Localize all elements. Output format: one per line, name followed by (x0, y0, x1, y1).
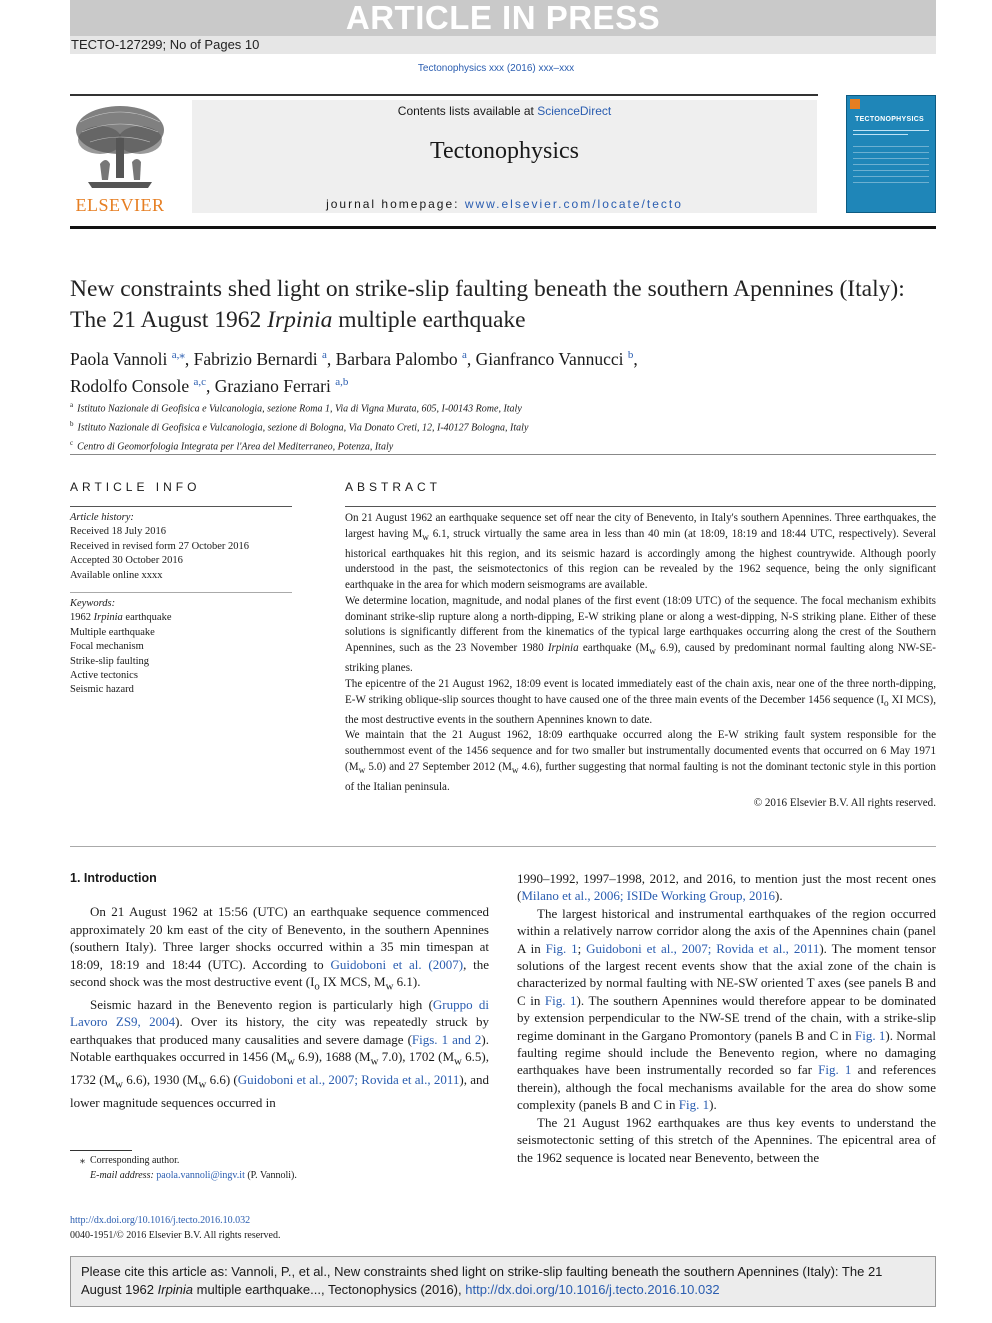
body-paragraph: 1990–1992, 1997–1998, 2012, and 2016, to mention just the most recent ones (Milano et al., 2006; ISIDe Working Group, 2016). (517, 871, 936, 904)
author-affil-link[interactable]: a (321, 349, 327, 361)
body-paragraph: The 21 August 1962 earthquakes are thus key events to understand the seismotectonic setting of this stretch of the Apennines. The epicentral area of the 1962 sequence is located near Benevento, between the (517, 1114, 936, 1165)
journal-reference-link[interactable]: Tectonophysics xxx (2016) xxx–xxx (417, 63, 575, 74)
keyword-text: earthquake (122, 612, 172, 624)
keyword-text: 1962 (70, 612, 94, 624)
author-sep: , (206, 375, 215, 396)
affiliation-text: Istituto Nazionale di Geofisica e Vulcanologia, sezione Roma 1, Via di Vigna Murata, 605, I-00143 Rome, Italy (77, 403, 522, 415)
affiliation-label: b (70, 419, 74, 428)
body-paragraph: Seismic hazard in the Benevento region is particularly high (Gruppo di Lavoro ZS9, 2004). Over its history, the city was repeatedly struck by earthquakes that produced many causalities and severe damage (Figs. 1 and 2). Notable earthquakes occurred in 1456 ($M_w$ 6.9), 1688 ($M_w$ 7.0), 1702 ($M_w$ 6.5), 1732 ($M_w$ 6.6), 1930 ($M_w$ 6.6) (Guidoboni et al., 2007; Rovida et al., 2011), and lower magnitude sequences occurred in (70, 997, 489, 1111)
author-affil-link[interactable]: a,b (335, 375, 349, 388)
citation-link[interactable]: Guidoboni et al., 2007; Rovida et al., 2011 (586, 940, 820, 956)
journal-reference (0, 63, 992, 74)
history-item: Received 18 July 2016 (70, 526, 166, 538)
author[interactable]: Gianfranco Vannucci (475, 348, 624, 369)
history-item: Accepted 30 October 2016 (70, 555, 183, 567)
keywords (70, 597, 292, 698)
cite-doi-link[interactable]: http://dx.doi.org/10.1016/j.tecto.2016.10.032 (465, 1282, 720, 1297)
affiliation-text: Istituto Nazionale di Geofisica e Vulcanologia, sezione di Bologna, Via Donato Creti, 12, I-40127 Bologna, Italy (77, 422, 529, 434)
citation-link[interactable]: Milano et al., 2006; ISIDe Working Group, 2016 (521, 888, 775, 904)
author[interactable]: Barbara Palombo (335, 348, 458, 369)
abstract-heading: ABSTRACT (345, 480, 442, 494)
body-paragraph: On 21 August 1962 at 15:56 (UTC) an earthquake sequence commenced approximately 20 km east of the city of Benevento, in the southern Apennines (southern Italy). Three larger shocks occurred within a 35 min timespan at 18:09, 18:19 and 18:44 (UTC). According to Guidoboni et al. (2007), the second shock was the most destructive event ($I_o$ IX MCS, $M_w$ 6.1). (70, 904, 490, 993)
body-right-column (517, 870, 936, 1166)
figure-link[interactable]: Fig. 1 (818, 1062, 852, 1078)
figure-link[interactable]: Fig. 1 (855, 1027, 886, 1043)
title-part2: multiple earthquake (332, 307, 526, 333)
citation-link[interactable]: Gruppo di Lavoro ZS9, 2004 (70, 997, 489, 1030)
figure-link[interactable]: Fig. 1 (678, 1097, 710, 1113)
affiliation-label: a (70, 401, 74, 409)
cite-italic: Irpinia (157, 1282, 194, 1297)
title-part1: New constraints shed light on strike-slip faulting beneath the southern Apennines (Italy): The 21 August 1962 (70, 276, 905, 333)
author[interactable]: Fabrizio Bernardi (193, 348, 318, 369)
figure-link[interactable]: Fig. 1 (544, 992, 577, 1008)
cover-divider (853, 130, 929, 131)
email-link[interactable]: paola.vannoli@ingv.it (156, 1170, 245, 1181)
abstract-copyright: © 2016 Elsevier B.V. All rights reserved. (753, 797, 936, 809)
affiliation-text: Centro di Geomorfologia Integrata per l'Area del Mediterraneo, Potenza, Italy (77, 440, 394, 452)
article-info-rule (70, 506, 292, 507)
journal-homepage (192, 197, 817, 211)
abstract-body (345, 511, 936, 796)
author-sep: , (466, 348, 476, 369)
history-label: Article history: (70, 512, 134, 523)
cover-title: TECTONOPHYSICS (855, 116, 925, 123)
body-paragraph: The largest historical and instrumental earthquakes of the region occurred within a relatively narrow corridor along the axis of the Apennines chain (panel A in Fig. 1; Guidoboni et al., 2007; Rovida et al., 2011). The moment tensor solutions of the largest recent events show that the axial zone of the chain is characterized by normal faulting with NE-SW oriented T axes (see panels B and C in Fig. 1). The southern Apennines would therefore appear to be dominated by extension perpendicular to the NW-SE trend of the chain, with a strike-slip regime dominant in the Gargano Promontory (panels B and C in Fig. 1). Normal faulting regime should include the Benevento region, where no damaging earthquakes have been instrumentally recorded so far Fig. 1 and references therein), although the focal mechanisms available for the area do show some complexity (panels B and C in Fig. 1). (517, 905, 937, 1113)
article-in-press-banner: ARTICLE IN PRESS (70, 0, 936, 36)
email-line (70, 1168, 490, 1183)
body-divider (70, 846, 936, 847)
cite-text: Please cite this article as: Vannoli, P., et al., New constraints shed light on strike-slip faulting beneath the southern Apennines (Italy): The 21 August 1962 (81, 1264, 883, 1297)
email-suffix: (P. Vannoli). (244, 1170, 297, 1181)
email-label: E-mail address: (90, 1170, 157, 1181)
figure-link[interactable]: Fig. 1 (545, 940, 578, 956)
author-affil-link[interactable]: b (627, 349, 634, 361)
affiliation-label: c (70, 438, 74, 447)
affiliation-item (70, 417, 936, 436)
keyword-item[interactable]: Seismic hazard (70, 684, 134, 696)
author-affil-link[interactable]: a,c (193, 375, 206, 388)
footnote-marker: ⁎ (80, 1155, 90, 1166)
article-history (70, 511, 292, 583)
citation-box (70, 1256, 936, 1307)
masthead-top-rule (70, 94, 818, 96)
corresponding-note (70, 1153, 490, 1168)
author-affil-link[interactable]: a (461, 349, 467, 361)
figure-link[interactable]: Figs. 1 and 2 (411, 1031, 482, 1047)
elsevier-wordmark: ELSEVIER (75, 195, 165, 215)
author[interactable]: Rodolfo Console (70, 375, 190, 396)
body-left-column (70, 870, 489, 1112)
cover-divider-short (853, 134, 908, 135)
article-info-heading: ARTICLE INFO (70, 480, 201, 494)
author-sep: , (633, 348, 638, 369)
abstract-paragraph: We determine location, magnitude, and nodal planes of the first event (18:09 UTC) of the sequence. The focal mechanism exhibits dominant strike-slip rupture along a north-dipping, E-W striking plane or along a west-dipping, N-S striking plane. Either of these solutions is significantly different from the kinematics of the typical large earthquakes occurring along the crest of the Southern Apennines, such as the 23 November 1980 Irpinia earthquake ($M_w$ 6.9), caused by predominant normal faulting along NW-SE-striking planes. (345, 594, 937, 675)
contents-line (192, 104, 817, 118)
author-sep: , (326, 348, 336, 369)
journal-cover-thumbnail[interactable] (846, 95, 936, 213)
title-italic: Irpinia (267, 307, 333, 333)
author[interactable]: Paola Vannoli (70, 348, 168, 369)
keyword-item[interactable]: Focal mechanism (70, 641, 144, 653)
abstract-paragraph: The epicentre of the 21 August 1962, 18:09 event is located immediately east of the chain axis, near one of the three north-dipping, E-W striking oblique-slip sources thought to have caused one of the three main events of the December 1456 sequence ($I_o$ XI MCS), the most destructive events in the southern Apennines known to date. (345, 677, 937, 726)
cite-text: multiple earthquake..., Tectonophysics (2016), (193, 1282, 466, 1297)
abstract-paragraph: On 21 August 1962 an earthquake sequence set off near the city of Benevento, in Italy's southern Apennines. Three earthquakes, the largest having $M_w$ 6.1, struck virtually the same area in less than 40 min (at 18:09, 18:19 and 18:44 UTC, respectively). Several historical earthquakes hit this region, and its seismic hazard is accordingly among the highest countrywide. Although poorly understood in the past, the seismotectonics of this region can be revealed by the 1962 sequence, being the only significant earthquake in the area for which modern seismograms are available. (345, 512, 936, 592)
cover-text-lines (853, 146, 929, 186)
masthead-bottom-rule (70, 226, 936, 229)
doi-block (70, 1214, 280, 1243)
author-sep: , (184, 348, 194, 369)
keyword-italic: Irpinia (93, 612, 123, 624)
affiliation-item (70, 398, 936, 417)
history-item: Available online xxxx (70, 569, 163, 581)
author-list (70, 344, 936, 398)
history-item: Received in revised form 27 October 2016 (70, 540, 250, 552)
contents-prefix: Contents lists available at (397, 104, 538, 118)
journal-name: Tectonophysics (430, 138, 579, 164)
sciencedirect-link[interactable]: ScienceDirect (537, 104, 612, 118)
manuscript-id: TECTO-127299; No of Pages 10 (71, 37, 260, 52)
abstract-rule (345, 506, 936, 507)
issn-line: 0040-1951/© 2016 Elsevier B.V. All rights reserved. (70, 1229, 281, 1241)
author-affil-link[interactable]: a,⁎ (171, 349, 185, 361)
affiliation-item (70, 436, 936, 455)
keyword-item[interactable]: Active tectonics (70, 670, 138, 682)
corresponding-text: Corresponding author. (90, 1155, 180, 1166)
affiliations (70, 398, 936, 454)
abstract-paragraph: We maintain that the 21 August 1962, 18:09 earthquake occurred along the E-W striking fault system responsible for the southernmost event of the 1456 sequence and for two smaller but instrumentally documented events that occurred on 6 May 1971 ($M_w$ 5.0) and 27 September 2012 ($M_w$ 4.6), further suggesting that normal faulting is not the dominant tectonic style in this portion of the Italian peninsula. (345, 729, 936, 793)
keyword-item[interactable] (70, 611, 292, 625)
doi-link[interactable]: http://dx.doi.org/10.1016/j.tecto.2016.10.032 (70, 1215, 251, 1226)
header-divider (70, 454, 936, 455)
citation-link[interactable]: Guidoboni et al., 2007; Rovida et al., 2011 (237, 1072, 460, 1088)
keyword-item[interactable]: Multiple earthquake (70, 626, 155, 638)
homepage-link[interactable]: www.elsevier.com/locate/tecto (464, 197, 683, 211)
cover-elsevier-mark (850, 99, 860, 109)
keywords-label: Keywords: (70, 598, 116, 609)
section-heading-introduction: 1. Introduction (70, 871, 157, 885)
homepage-prefix: journal homepage: (326, 197, 465, 211)
footnote (70, 1153, 490, 1183)
article-title (70, 274, 936, 336)
keywords-rule (70, 592, 292, 593)
footnote-rule (70, 1150, 132, 1151)
keyword-item[interactable]: Strike-slip faulting (70, 655, 150, 667)
author[interactable]: Graziano Ferrari (214, 375, 331, 396)
citation-link[interactable]: Guidoboni et al. (2007) (330, 956, 464, 972)
